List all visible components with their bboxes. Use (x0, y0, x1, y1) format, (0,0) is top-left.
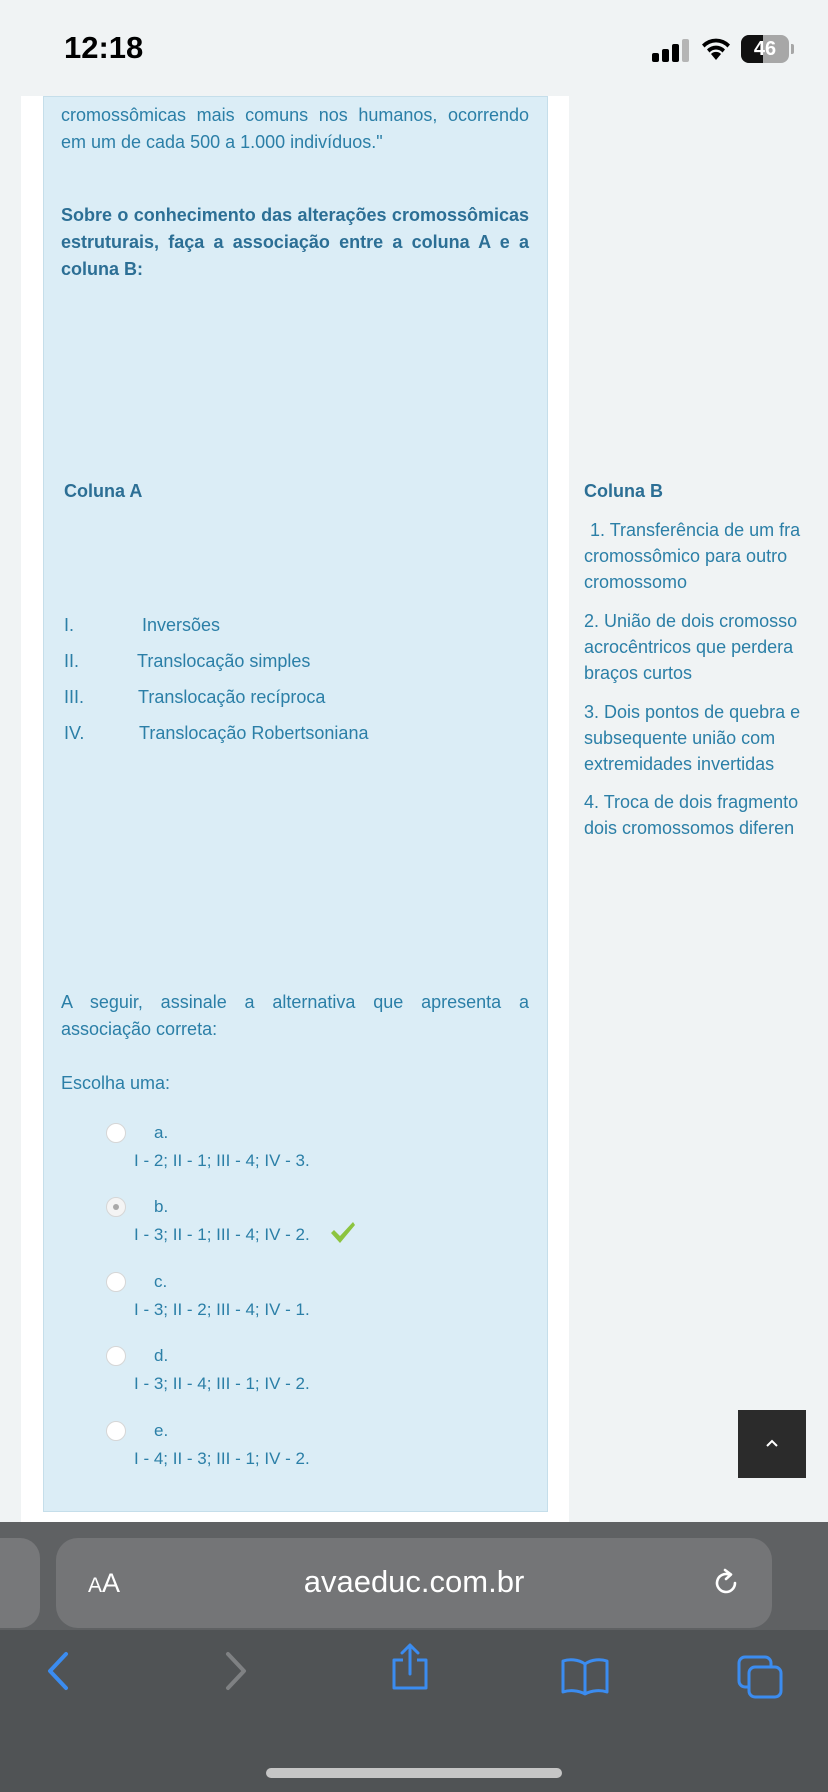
url-text: avaeduc.com.br (303, 1564, 525, 1599)
column-a-title: Coluna A (64, 481, 143, 501)
cellular-signal-icon (652, 38, 692, 62)
question-instruction: A seguir, assinale a alternativa que apresenta a associação correta: (61, 992, 529, 1039)
radio-button[interactable] (106, 1421, 126, 1441)
radio-button[interactable] (106, 1272, 126, 1292)
answer-option-d[interactable] (106, 1340, 406, 1410)
column-b-item: 1. Transferência de um fra cromossômico para outro cromossomo (584, 520, 801, 592)
column-a-number: II. (64, 651, 80, 671)
option-letter: e. (154, 1421, 169, 1440)
back-icon[interactable] (44, 1650, 72, 1692)
column-a-text: Inversões (142, 615, 221, 635)
option-letter: b. (154, 1197, 169, 1216)
column-a-text: Translocação simples (137, 651, 311, 671)
option-text: I - 2; II - 1; III - 4; IV - 3. (134, 1151, 310, 1170)
column-b-title: Coluna B (584, 481, 663, 501)
radio-button[interactable] (106, 1123, 126, 1143)
browser-toolbar (0, 1522, 828, 1792)
correct-check-icon (330, 1221, 356, 1245)
option-letter: d. (154, 1346, 169, 1365)
clock: 12:18 (64, 30, 144, 65)
column-a-number: I. (64, 615, 75, 635)
option-letter: c. (154, 1272, 168, 1291)
address-bar[interactable] (56, 1538, 772, 1628)
column-a-number: III. (64, 687, 85, 707)
chevron-up-icon (765, 1438, 779, 1448)
radio-button-selected[interactable] (106, 1197, 126, 1217)
status-bar (0, 0, 828, 96)
forward-icon[interactable] (222, 1650, 250, 1692)
answer-option-e[interactable] (106, 1415, 406, 1485)
answer-option-a[interactable] (106, 1117, 406, 1187)
question-prompt: Sobre o conhecimento das alterações cromossômicas estruturais, faça a associação entre a coluna A e a coluna B: (61, 205, 529, 279)
column-a-number: IV. (64, 723, 85, 743)
tabs-icon[interactable] (736, 1654, 784, 1700)
web-page[interactable] (0, 96, 828, 1522)
bookmarks-icon[interactable] (560, 1656, 610, 1696)
share-icon[interactable] (390, 1642, 430, 1692)
option-letter: a. (154, 1123, 169, 1142)
answer-option-b[interactable] (106, 1191, 406, 1261)
radio-button[interactable] (106, 1346, 126, 1366)
column-b-item: 2. União de dois cromosso acrocêntricos que perdera braços curtos (584, 611, 798, 683)
scroll-to-top-button[interactable] (738, 1410, 806, 1478)
option-text: I - 4; II - 3; III - 1; IV - 2. (134, 1449, 310, 1468)
column-a-text: Translocação Robertsoniana (139, 723, 369, 743)
column-b-item: 3. Dois pontos de quebra e subsequente união com extremidades invertidas (584, 702, 801, 774)
choose-label: Escolha uma: (61, 1073, 171, 1093)
question-intro-tail: cromossômicas mais comuns nos humanos, ocorrendo em um de cada 500 a 1.000 indivíduos." (61, 105, 529, 152)
battery-level: 46 (753, 38, 777, 60)
home-indicator (266, 1768, 562, 1778)
reload-icon[interactable] (710, 1567, 742, 1599)
battery-icon (741, 35, 789, 63)
wifi-icon (700, 36, 732, 62)
option-text: I - 3; II - 4; III - 1; IV - 2. (134, 1374, 310, 1393)
column-b-item: 4. Troca de dois fragmento dois cromossomos diferen (584, 792, 799, 838)
battery-tip (791, 44, 794, 54)
option-text: I - 3; II - 1; III - 4; IV - 2. (134, 1225, 310, 1244)
reader-settings-button[interactable]: AA (88, 1568, 121, 1598)
previous-tab-peek[interactable] (0, 1538, 40, 1628)
column-a-text: Translocação recíproca (138, 687, 326, 707)
option-text: I - 3; II - 2; III - 4; IV - 1. (134, 1300, 310, 1319)
answer-option-c[interactable] (106, 1266, 406, 1336)
